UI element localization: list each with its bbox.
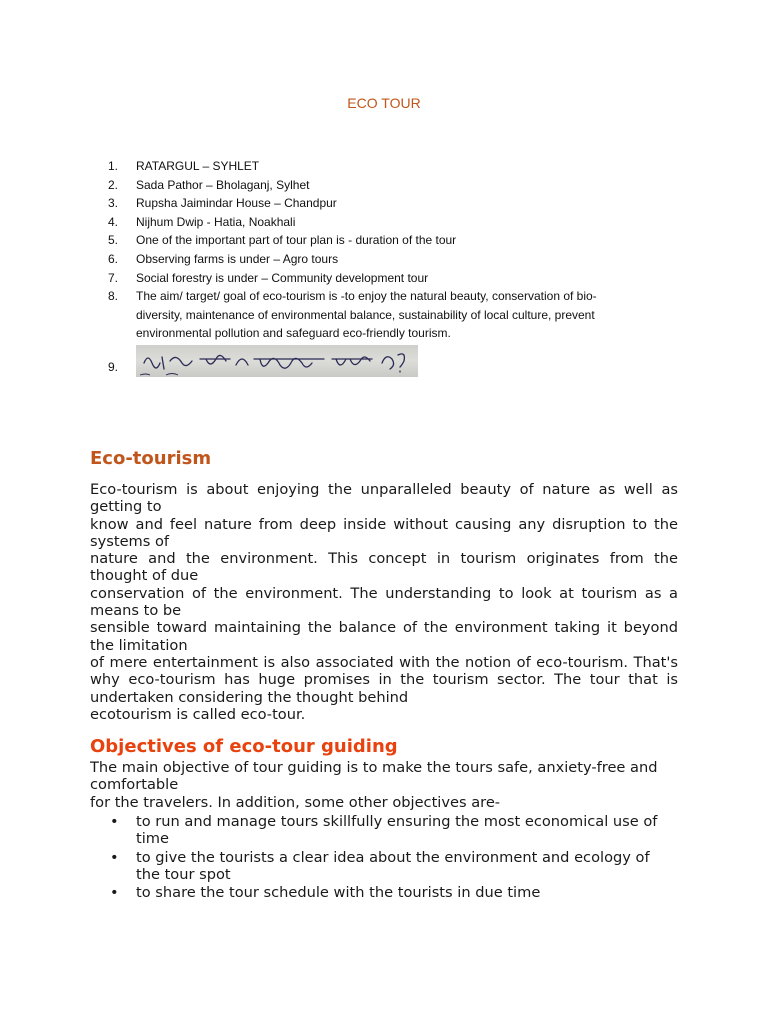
- eco-tourism-heading: Eco-tourism: [90, 448, 212, 469]
- list-item: [108, 231, 638, 250]
- bullet-icon: •: [110, 884, 119, 902]
- paragraph-line: for the travelers. In addition, some other objectives are-: [90, 793, 501, 811]
- bullet-item: [90, 884, 678, 901]
- list-item: [108, 194, 638, 213]
- paragraph-line: conservation of the environment. The understanding to look at tourism as a: [90, 584, 678, 602]
- bullet-item: [90, 813, 678, 848]
- list-text: One of the important part of tour plan is - duration of the tour: [136, 233, 457, 248]
- objectives-paragraph: [90, 759, 678, 811]
- bullet-text: to give the tourists a clear idea about the environment and ecology of the tour spot: [136, 848, 650, 883]
- list-text: Rupsha Jaimindar House – Chandpur: [136, 196, 337, 211]
- list-text: Social forestry is under – Community development tour: [136, 270, 429, 285]
- paragraph-line: of mere entertainment is also associated with the notion of eco-tourism. That's: [90, 653, 678, 671]
- list-number: 8.: [108, 289, 119, 304]
- bullet-item: [90, 849, 678, 884]
- handwritten-note-image: [136, 345, 418, 377]
- objectives-bullet-list: [90, 813, 678, 902]
- bullet-text: to share the tour schedule with the tourists in due time: [136, 884, 541, 902]
- paragraph-line: Eco-tourism is about enjoying the unparalleled beauty of nature as well as: [90, 481, 678, 498]
- eco-tourism-paragraph: [90, 481, 678, 723]
- paragraph-line: know and feel nature from deep inside without causing any disruption to the: [90, 515, 678, 533]
- list-text: Nijhum Dwip - Hatia, Noakhali: [136, 214, 296, 229]
- list-text: Sada Pathor – Bholaganj, Sylhet: [136, 177, 310, 192]
- bullet-icon: •: [110, 813, 119, 830]
- objectives-heading: Objectives of eco-tour guiding: [90, 736, 398, 757]
- list-text: The aim/ target/ goal of eco-tourism is -to enjoy the natural beauty, conservation of bio-diversity, maintenance of environmental balance, sustainability of local culture, prevent environmental pollution and safeguard eco-friendly tourism.: [136, 289, 597, 341]
- paragraph-line: why eco-tourism has huge promises in the tourism sector. The tour that is: [90, 671, 678, 689]
- paragraph-line: the limitation: [90, 636, 188, 654]
- paragraph-line: The main objective of tour guiding is to make the tours safe, anxiety-free and: [90, 759, 658, 776]
- paragraph-line: means to be: [90, 602, 182, 620]
- list-number: 2.: [108, 177, 119, 192]
- list-text: Observing farms is under – Agro tours: [136, 251, 339, 266]
- list-item: [108, 287, 638, 343]
- paragraph-line: comfortable: [90, 776, 179, 794]
- paragraph-line: undertaken considering the thought behind: [90, 688, 409, 706]
- paragraph-line: ecotourism is called eco-tour.: [90, 705, 306, 723]
- list-number: 3.: [108, 196, 119, 211]
- bullet-text: to run and manage tours skillfully ensuring the most economical use of time: [136, 813, 658, 848]
- list-number: 4.: [108, 214, 119, 229]
- list-item: [108, 343, 638, 377]
- list-number: 7.: [108, 270, 119, 285]
- paragraph-line: nature and the environment. This concept in tourism originates from the: [90, 550, 678, 568]
- list-item: [108, 213, 638, 232]
- list-number: 1.: [108, 159, 119, 173]
- bullet-icon: •: [110, 848, 119, 866]
- list-text: [136, 343, 638, 377]
- paragraph-line: systems of: [90, 532, 170, 550]
- list-number: 5.: [108, 233, 119, 248]
- list-text: RATARGUL – SYHLET: [136, 159, 260, 173]
- list-item: [108, 176, 638, 195]
- list-number: 6.: [108, 251, 119, 266]
- document-title: ECO TOUR: [347, 95, 421, 111]
- list-number: 9.: [108, 360, 119, 375]
- numbered-list: [108, 157, 638, 377]
- paragraph-line: getting to: [90, 498, 162, 516]
- paragraph-line: sensible toward maintaining the balance of the environment taking it beyond: [90, 619, 678, 637]
- list-item: [108, 269, 638, 288]
- paragraph-line: thought of due: [90, 567, 199, 585]
- list-item: [108, 250, 638, 269]
- list-item: [108, 157, 638, 176]
- handwriting-scribble-icon: [136, 345, 418, 377]
